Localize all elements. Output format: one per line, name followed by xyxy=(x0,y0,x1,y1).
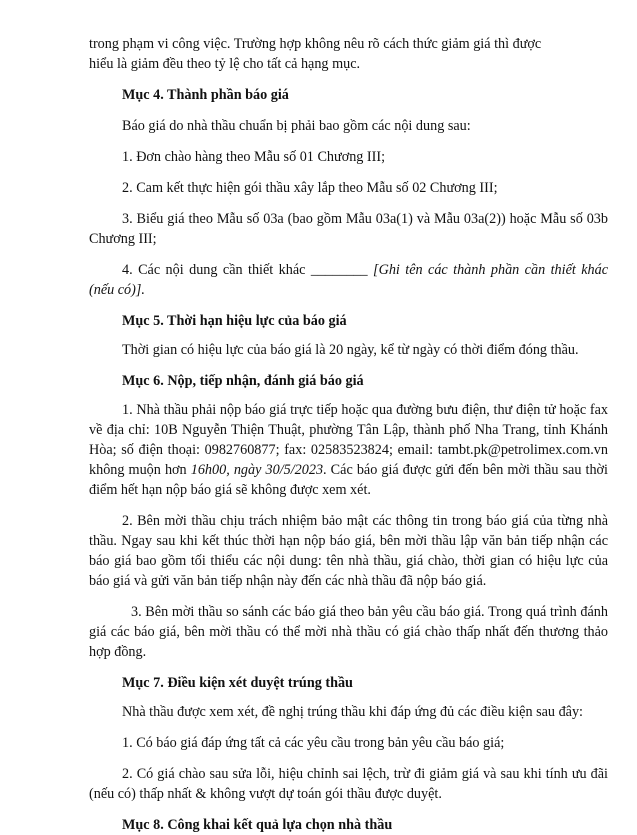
section-6-para-1-a: 1. Nhà thầu phải nộp báo giá trực tiếp hoặc qua đường bưu điện, thư điện tử hoặc fax về địa chỉ: 10B Nguyễn Thiện Thuật, phường Tân Lập, thành phố Nha Trang, tỉnh Khánh Hòa; số điện thoại: 0982760877; fax: 02583523824; email: tambt.pk@petrolimex.com.vn không muộn hơn xyxy=(89,402,608,478)
section-6-heading: Mục 6. Nộp, tiếp nhận, đánh giá báo giá xyxy=(122,373,364,389)
section-7-item-2: 2. Có giá chào sau sửa lỗi, hiệu chỉnh sai lệch, trừ đi giảm giá và sau khi tính ưu đãi (nếu có) thấp nhất & không vượt dự toán gói thầu được duyệt. xyxy=(89,766,608,802)
section-5-text: Thời gian có hiệu lực của báo giá là 20 ngày, kể từ ngày có thời điểm đóng thầu. xyxy=(122,342,579,358)
section-7-lead: Nhà thầu được xem xét, đề nghị trúng thầu khi đáp ứng đủ các điều kiện sau đây: xyxy=(122,704,583,720)
section-4-item-1: 1. Đơn chào hàng theo Mẫu số 01 Chương III; xyxy=(122,149,386,165)
section-4-lead: Báo giá do nhà thầu chuẩn bị phải bao gồm các nội dung sau: xyxy=(122,118,471,134)
section-4-item-4-note: [Ghi tên các thành phần cần thiết khác (nếu có)]. xyxy=(89,262,609,298)
section-4-heading: Mục 4. Thành phần báo giá xyxy=(122,87,289,103)
intro-line-1: trong phạm vi công việc. Trường hợp không nêu rõ cách thức giảm giá thì được xyxy=(89,36,542,52)
intro-line-2: hiểu là giảm đều theo tỷ lệ cho tất cả hạng mục. xyxy=(89,56,361,72)
section-7-heading: Mục 7. Điều kiện xét duyệt trúng thầu xyxy=(122,675,353,691)
section-4-item-4 xyxy=(89,260,608,300)
section-4-item-4-text: 4. Các nội dung cần thiết khác ________ xyxy=(122,262,368,278)
section-5-heading: Mục 5. Thời hạn hiệu lực của báo giá xyxy=(122,313,347,329)
submission-deadline: 16h00, ngày 30/5/2023 xyxy=(190,462,324,478)
section-4-item-3: 3. Biểu giá theo Mẫu số 03a (bao gồm Mẫu 03a(1) và Mẫu 03a(2)) hoặc Mẫu số 03b Chương III; xyxy=(89,211,608,247)
section-6-para-1 xyxy=(89,400,608,500)
section-8-heading: Mục 8. Công khai kết quả lựa chọn nhà thầu xyxy=(122,817,393,833)
section-6-para-1-b: . Các báo giá được gửi đến bên mời thầu sau thời điểm hết hạn nộp báo giá sẽ không được xem xét. xyxy=(89,462,608,498)
section-6-para-2: 2. Bên mời thầu chịu trách nhiệm bảo mật các thông tin trong báo giá của từng nhà thầu. Ngay sau khi kết thúc thời hạn nộp báo giá, bên mời thầu lập văn bản tiếp nhận các báo giá bao gồm tối thiểu các nội dung: tên nhà thầu, giá chào, thời gian có hiệu lực của báo giá và gửi văn bản tiếp nhận này đến các nhà thầu đã nộp báo giá. xyxy=(89,513,608,589)
section-7-item-1: 1. Có báo giá đáp ứng tất cả các yêu cầu trong bản yêu cầu báo giá; xyxy=(122,735,505,751)
section-6-para-3: 3. Bên mời thầu so sánh các báo giá theo bản yêu cầu báo giá. Trong quá trình đánh giá các báo giá, bên mời thầu có thể mời nhà thầu có giá chào thấp nhất đến thương thảo hợp đồng. xyxy=(89,604,608,660)
section-4-item-2: 2. Cam kết thực hiện gói thầu xây lắp theo Mẫu số 02 Chương III; xyxy=(122,180,498,196)
